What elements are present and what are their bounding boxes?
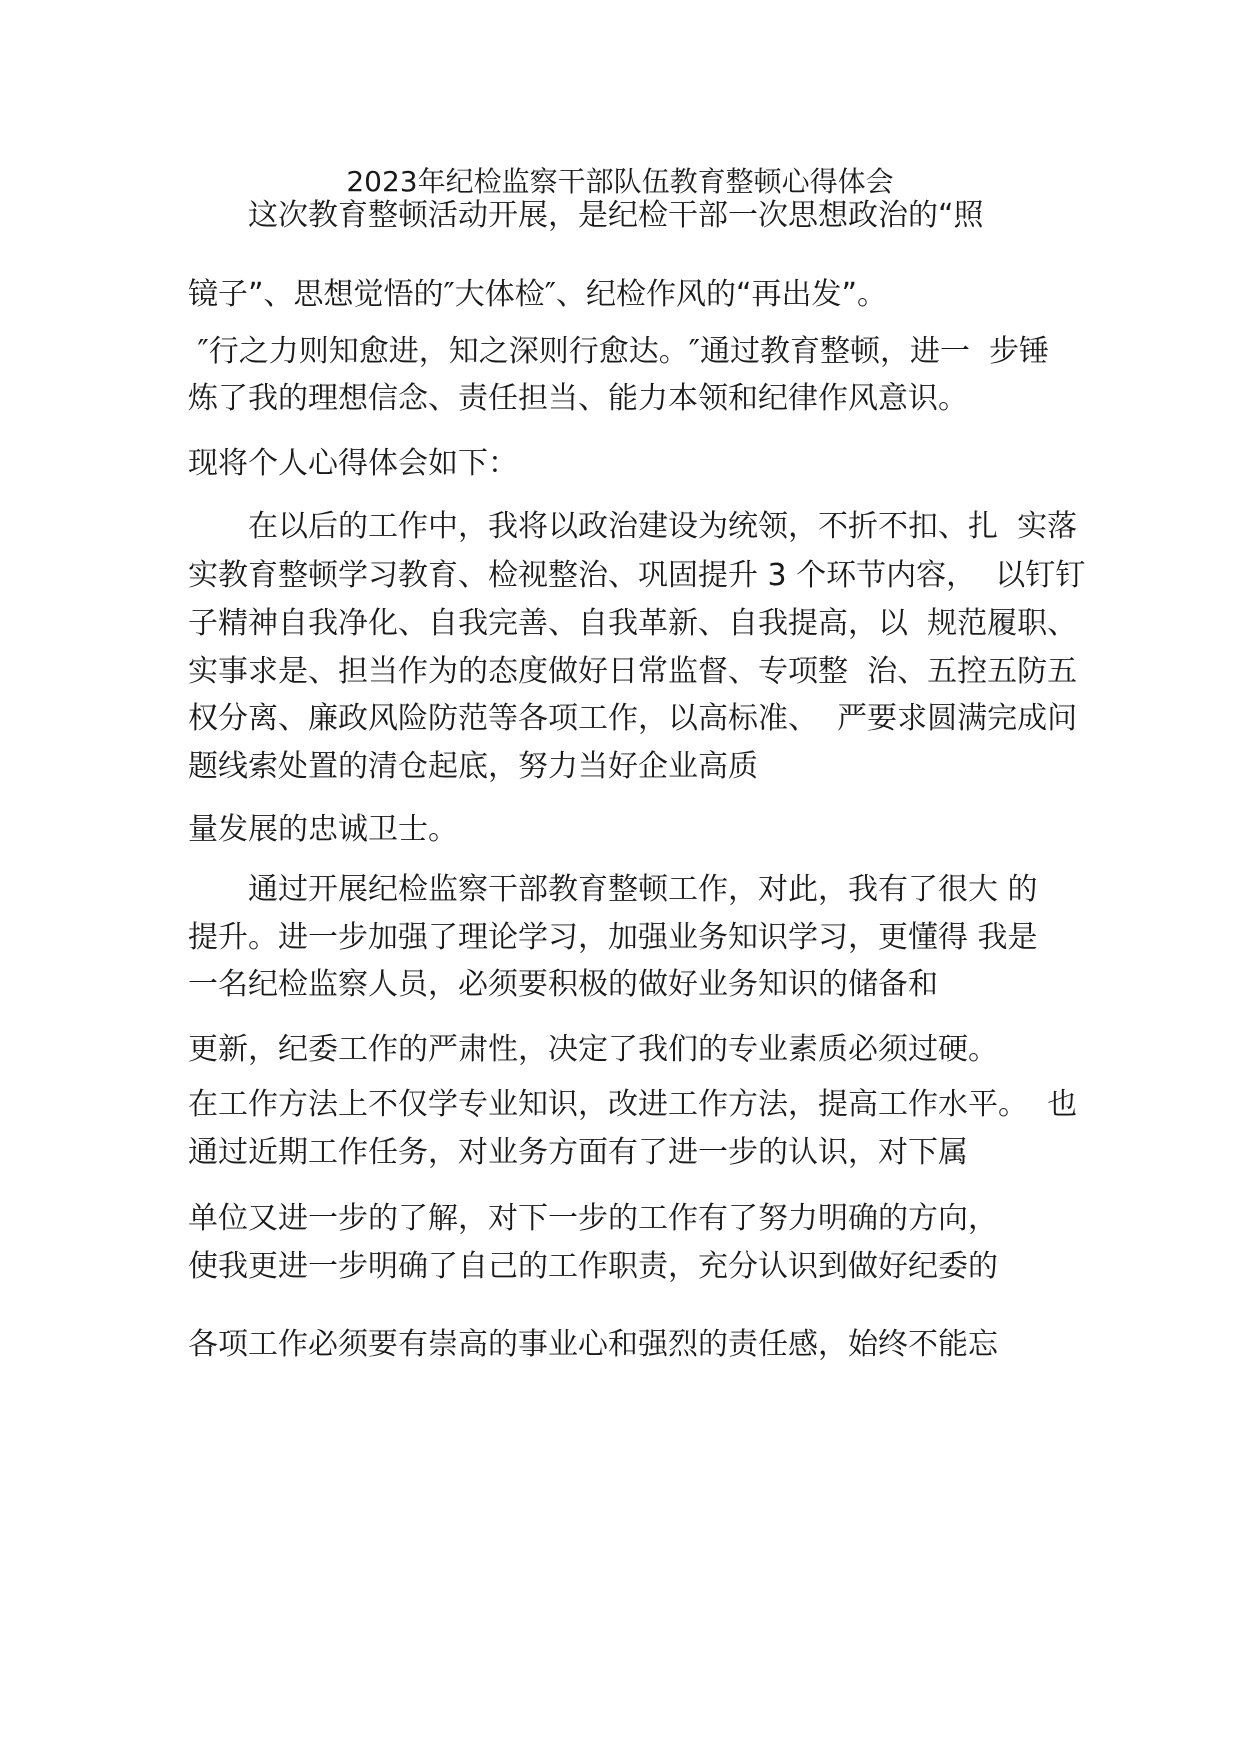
- paragraph-line: 量发展的忠诚卫士。: [188, 812, 458, 847]
- paragraph-line: 题线索处置的清仓起底，努力当好企业高质: [188, 749, 758, 784]
- paragraph-line: 通过开展纪检监察干部教育整顿工作，对此，我有了很大 的: [188, 872, 1038, 907]
- paragraph-line: 炼了我的理想信念、责任担当、能力本领和纪律作风意识。: [188, 381, 968, 416]
- paragraph-line: 在工作方法上不仅学专业知识，改进工作方法，提高工作水平。 也: [188, 1087, 1078, 1122]
- paragraph-line: 提升。进一步加强了理论学习，加强业务知识学习，更懂得 我是: [188, 920, 1038, 955]
- paragraph-line: 实事求是、担当作为的态度做好日常监督、专项整 治、五控五防五: [188, 654, 1078, 689]
- paragraph-line: 在以后的工作中，我将以政治建设为统领，不折不扣、扎 实落: [188, 509, 1078, 544]
- paragraph-line: 使我更进一步明确了自己的工作职责，充分认识到做好纪委的: [188, 1249, 998, 1284]
- paragraph-line: 权分离、廉政风险防范等各项工作，以高标准、 严要求圆满完成问: [188, 701, 1078, 736]
- paragraph-line: 实教育整顿学习教育、检视整治、巩固提升 3 个环节内容， 以钉钉: [188, 558, 1086, 593]
- paragraph-line: 镜子”、思想觉悟的″大体检″、纪检作风的“再出发”。: [188, 277, 888, 312]
- paragraph-line: 各项工作必须要有崇高的事业心和强烈的责任感，始终不能忘: [188, 1327, 998, 1362]
- paragraph-line: 这次教育整顿活动开展，是纪检干部一次思想政治的“照: [188, 198, 984, 233]
- paragraph-line: 更新，纪委工作的严肃性，决定了我们的专业素质必须过硬。: [188, 1032, 998, 1067]
- paragraph-line: 现将个人心得体会如下：: [188, 446, 518, 481]
- paragraph-line: 单位又进一步的了解，对下一步的工作有了努力明确的方向，: [188, 1201, 998, 1236]
- paragraph-line: 一名纪检监察人员，必须要积极的做好业务知识的储备和: [188, 967, 938, 1002]
- paragraph-line: ″行之力则知愈进，知之深则行愈达。″通过教育整顿，进一 步锤: [188, 334, 1050, 369]
- paragraph-line: 子精神自我净化、自我完善、自我革新、自我提高，以 规范履职、: [188, 606, 1078, 641]
- paragraph-line: 通过近期工作任务，对业务方面有了进一步的认识，对下属: [188, 1135, 968, 1170]
- document-title: 2023年纪检监察干部队伍教育整顿心得体会: [346, 165, 894, 198]
